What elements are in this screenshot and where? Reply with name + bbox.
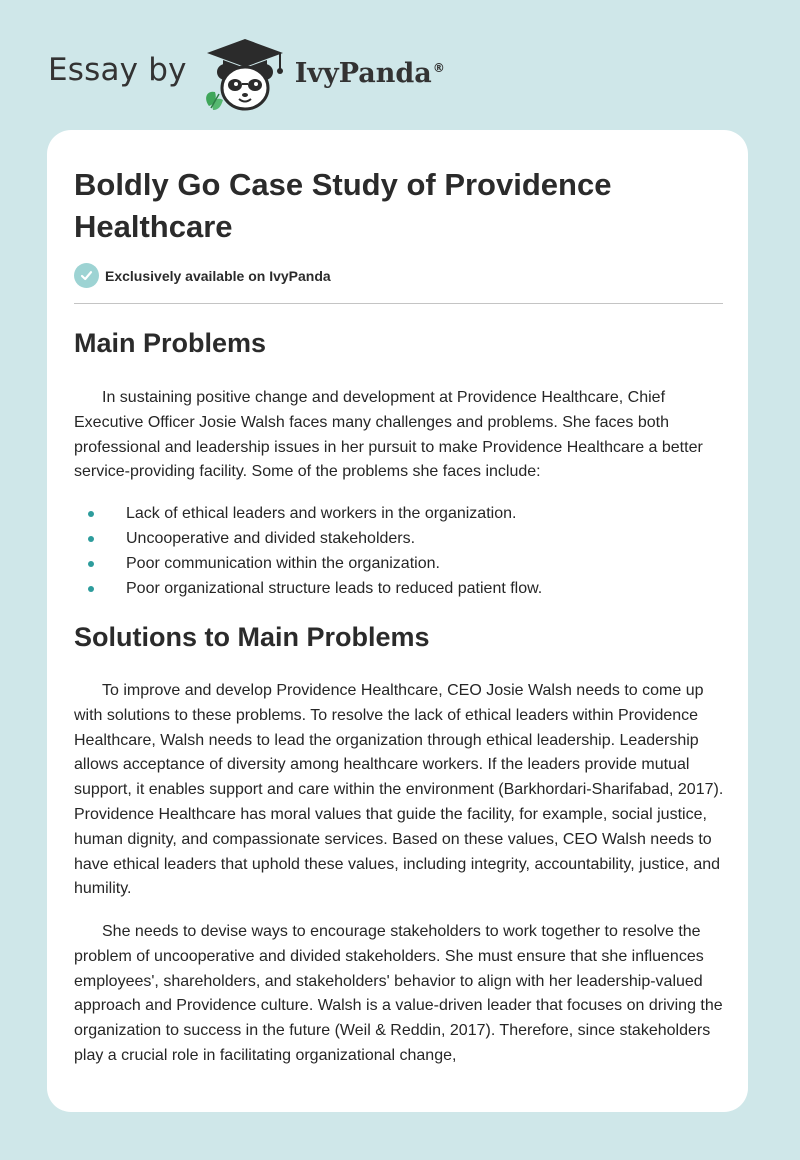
list-item bbox=[74, 551, 714, 576]
panda-mascot-icon bbox=[199, 36, 291, 112]
paragraph-main-problems-intro: In sustaining positive change and development at Providence Healthcare, Chief Executive Officer Josie Walsh faces many challenges and problems. She faces both professional and leadership issues in her pursuit to make Providence Healthcare a better service-providing facility. Some of the problems she faces include: bbox=[74, 389, 703, 481]
bullet-icon bbox=[88, 511, 94, 517]
site-logo[interactable] bbox=[48, 34, 445, 114]
essay-title: Boldly Go Case Study of Providence Healthcare bbox=[74, 167, 612, 244]
paragraph-solutions-2: She needs to devise ways to encourage stakeholders to work together to resolve the problem of uncooperative and divided stakeholders. She must ensure that she influences employees', shareholders, and stakeholders' behavior to align with her leadership-valued approach and Providence culture. Walsh is a value-driven leader that focuses on driving the organization to success in the future (Weil & Reddin, 2017). Therefore, since stakeholders play a crucial role in facilitating organizational change, bbox=[74, 923, 723, 1064]
divider bbox=[74, 303, 723, 304]
bullet-icon bbox=[88, 536, 94, 542]
section-heading-main-problems: Main Problems bbox=[74, 328, 267, 358]
list-item bbox=[74, 501, 714, 526]
list-item bbox=[74, 526, 714, 551]
checkmark-icon bbox=[74, 263, 99, 288]
essay-card bbox=[47, 130, 748, 1112]
paragraph-solutions-1: To improve and develop Providence Healthcare, CEO Josie Walsh needs to come up with solutions to these problems. To resolve the lack of ethical leaders within Providence Healthcare, Walsh needs to lead the organization through ethical leadership. Leadership allows acceptance of diversity among healthcare workers. If the leaders provide mutual support, it enables support and care within the environment (Barkhordari-Sharifabad, 2017). Providence Healthcare has moral values that guide the facility, for example, social justice, human dignity, and compassionate services. Based on these values, CEO Walsh needs to have ethical leaders that uphold these values, including integrity, accountability, justice, and humility. bbox=[74, 682, 724, 898]
list-item-text: Poor communication within the organization. bbox=[126, 555, 440, 572]
ivypanda-wordmark bbox=[295, 58, 445, 89]
problems-list bbox=[74, 501, 714, 601]
list-item bbox=[74, 576, 714, 601]
brand-name-text: IvyPanda bbox=[294, 57, 432, 89]
exclusive-label: Exclusively available on IvyPanda bbox=[105, 267, 331, 284]
essay-by-label: Essay by bbox=[48, 52, 187, 88]
exclusive-badge bbox=[74, 263, 331, 288]
list-item-text: Uncooperative and divided stakeholders. bbox=[126, 530, 416, 547]
section-heading-solutions: Solutions to Main Problems bbox=[74, 622, 430, 652]
bullet-icon bbox=[88, 561, 94, 567]
list-item-text: Lack of ethical leaders and workers in the organization. bbox=[126, 505, 517, 522]
bullet-icon bbox=[88, 586, 94, 592]
list-item-text: Poor organizational structure leads to reduced patient flow. bbox=[126, 580, 543, 597]
registered-mark: ® bbox=[432, 60, 445, 75]
